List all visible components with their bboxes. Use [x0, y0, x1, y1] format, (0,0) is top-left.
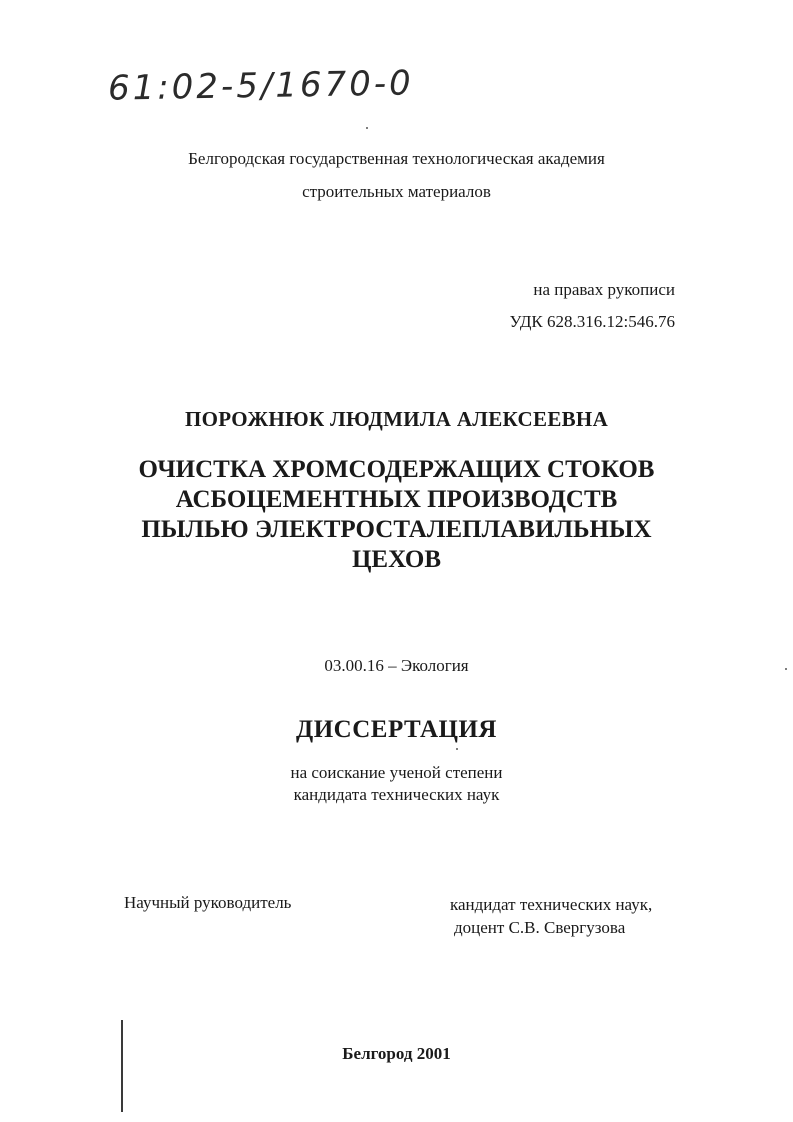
title-line: АСБОЦЕМЕНТНЫХ ПРОИЗВОДСТВ: [175, 486, 618, 513]
city-year: Белгород 2001: [342, 1044, 451, 1063]
institution-line-1: Белгородская государственная технологическая академия: [188, 149, 605, 168]
supervisor-label: Научный руководитель: [124, 893, 292, 912]
title-line: ОЧИСТКА ХРОМСОДЕРЖАЩИХ СТОКОВ: [138, 456, 655, 483]
handwritten-archive-number: 61:02-5/1670-0: [107, 63, 415, 109]
manuscript-note: на правах рукописи: [533, 280, 675, 299]
supervisor-info: [450, 893, 652, 939]
scan-speck: [785, 668, 787, 670]
supervisor-name: доцент С.В. Свергузова: [454, 918, 626, 937]
title-line: ПЫЛЬЮ ЭЛЕКТРОСТАЛЕПЛАВИЛЬНЫХ: [141, 516, 652, 543]
scan-speck: [456, 748, 458, 750]
udk-code: УДК 628.316.12:546.76: [509, 312, 675, 331]
degree-line-2: кандидата технических наук: [293, 785, 500, 804]
institution-line-2: строительных материалов: [302, 182, 491, 201]
scan-speck: [366, 127, 368, 129]
title-line: ЦЕХОВ: [351, 546, 442, 573]
dissertation-title: [0, 455, 793, 575]
author-name: ПОРОЖНЮК ЛЮДМИЛА АЛЕКСЕЕВНА: [184, 407, 609, 431]
document-type: ДИССЕРТАЦИЯ: [296, 716, 497, 743]
supervisor-degree: кандидат технических наук,: [450, 895, 653, 914]
scan-margin-line: [121, 1020, 123, 1112]
specialty: 03.00.16 – Экология: [324, 656, 469, 675]
degree-line-1: на соискание ученой степени: [290, 763, 503, 782]
